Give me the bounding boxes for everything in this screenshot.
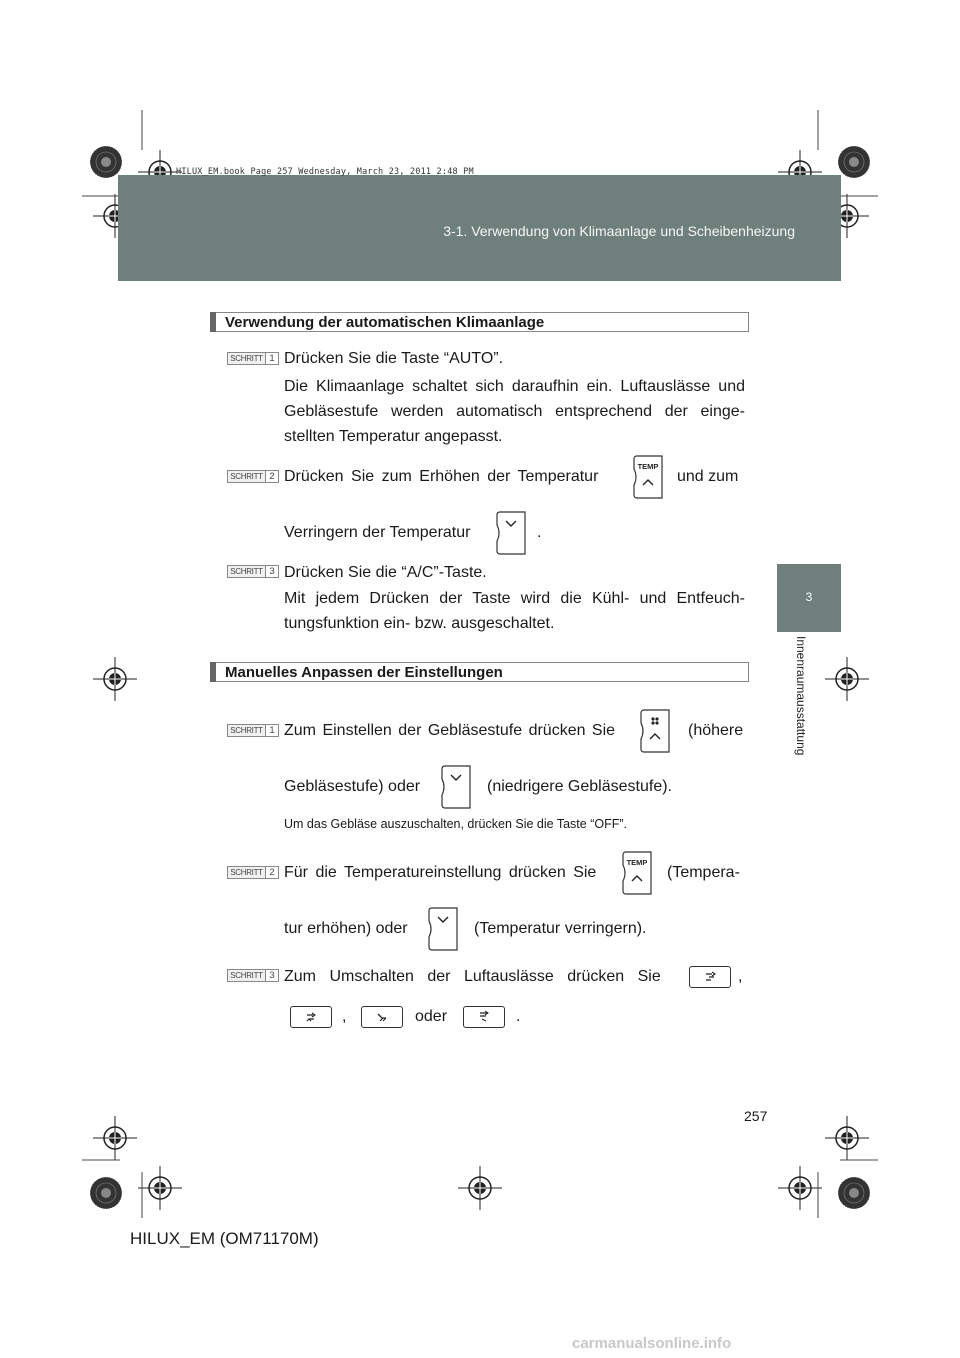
chapter-side-label — [792, 636, 812, 796]
book-stamp: HILUX_EM.book Page 257 Wednesday, March 23, 2011 2:48 PM — [176, 167, 474, 177]
temp-up-button-icon — [622, 851, 652, 895]
temp-down-button-icon — [428, 907, 458, 951]
step-badge: SCHRITT 2 — [227, 470, 279, 484]
step-text: Verringern der Temperatur — [284, 524, 471, 541]
vent-bilevel-button-icon — [290, 1006, 332, 1028]
vent-feet-button-icon — [361, 1006, 403, 1028]
step-text: (Tempera- — [667, 864, 740, 881]
section-header-automatic — [210, 312, 749, 332]
step-note: Um das Gebläse auszuschalten, drücken Sie die Taste “OFF”. — [284, 817, 627, 831]
step-description: Die Klimaanlage schaltet sich daraufhin ein. Luftauslässe und Gebläsestufe werden automatisch entsprechend der einge-stellten Temperatur angepasst. — [284, 378, 745, 445]
fan-down-button-icon — [441, 765, 471, 809]
step-description: Mit jedem Drücken der Taste wird die Kühl- und Entfeuch-tungsfunktion ein- bzw. ausgeschaltet. — [284, 590, 745, 632]
step-text: Drücken Sie die “A/C”-Taste. — [284, 564, 487, 581]
fan-up-button-icon — [640, 709, 670, 753]
step-text: und zum — [677, 468, 739, 485]
chapter-tab — [777, 564, 841, 632]
vent-feet-defrost-button-icon — [463, 1006, 505, 1028]
section-title: Verwendung der automatischen Klimaanlage — [225, 314, 545, 331]
step-text: (Temperatur verringern). — [474, 920, 647, 937]
temp-up-button-icon — [633, 455, 663, 499]
step-text: (höhere — [688, 722, 744, 739]
step-text: Gebläsestufe) oder — [284, 778, 421, 795]
step-text: (niedrigere Gebläsestufe). — [487, 778, 672, 795]
chapter-title: 3-1. Verwendung von Klimaanlage und Scheibenheizung — [443, 223, 795, 239]
step-text: Zum Einstellen der Gebläsestufe drücken Sie — [284, 722, 616, 739]
chapter-tab-number: 3 — [805, 590, 813, 604]
step-text: Drücken Sie die Taste “AUTO”. — [284, 350, 504, 367]
chapter-side-label-text: Innenraumausstattung — [794, 636, 808, 756]
step-text: . — [516, 1008, 521, 1025]
watermark: carmanualsonline.info — [572, 1335, 732, 1352]
manual-code: HILUX_EM (OM71170M) — [130, 1229, 319, 1248]
step-text: Für die Temperatureinstellung drücken Sie — [284, 864, 597, 881]
page-number: 257 — [744, 1108, 768, 1124]
step-text: , — [342, 1008, 347, 1025]
section-header-manual — [210, 662, 749, 682]
svg-text:TEMP: TEMP — [637, 462, 659, 471]
step-badge: SCHRITT 2 — [227, 866, 279, 880]
step-text: Drücken Sie zum Erhöhen der Temperatur — [284, 468, 599, 485]
step-badge: SCHRITT 3 — [227, 565, 279, 579]
step-text: tur erhöhen) oder — [284, 920, 408, 937]
vent-face-button-icon — [689, 966, 731, 988]
section-title: Manuelles Anpassen der Einstellungen — [225, 664, 503, 681]
step-text: , — [738, 968, 743, 985]
step-text: oder — [415, 1008, 448, 1025]
svg-text:TEMP: TEMP — [626, 858, 648, 867]
step-badge: SCHRITT 3 — [227, 969, 279, 983]
temp-down-button-icon — [496, 511, 526, 555]
step-text: . — [537, 524, 542, 541]
step-badge: SCHRITT 1 — [227, 724, 279, 738]
step-badge: SCHRITT 1 — [227, 352, 279, 366]
step-text: Zum Umschalten der Luftauslässe drücken Sie — [284, 968, 661, 985]
chapter-header — [118, 175, 841, 281]
